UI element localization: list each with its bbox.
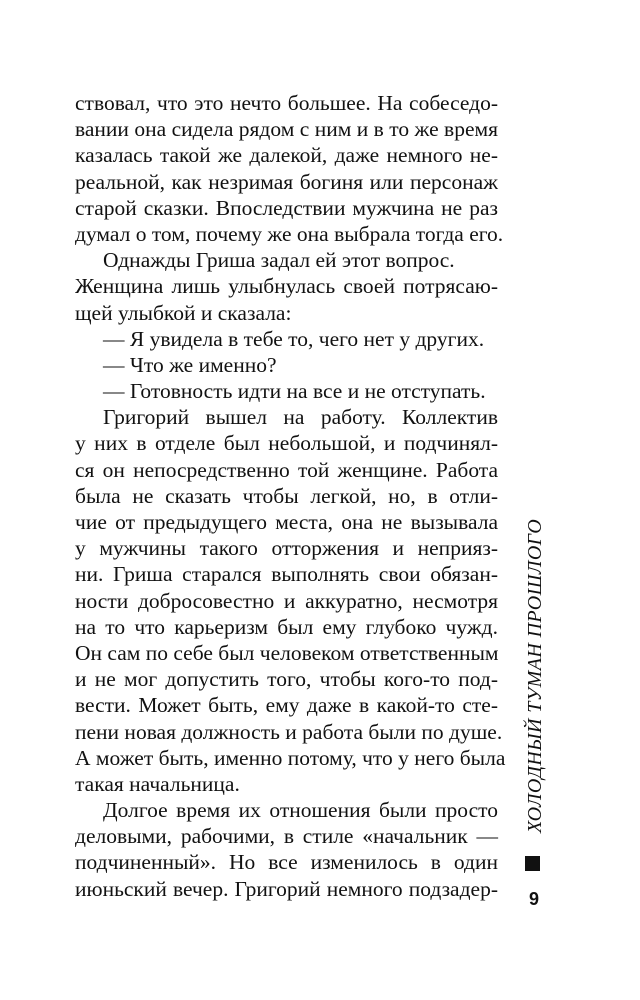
text-line: ни. Гриша старался выполнять свои обязан- [75,562,498,587]
body-text [75,90,506,902]
running-title: ХОЛОДНЫЙ ТУМАН ПРОШЛОГО [524,518,546,833]
text-line: вести. Может быть, ему даже в какой-то сте- [75,693,498,718]
text-line: А может быть, именно потому, что у него была [75,745,506,770]
text-line: вании она сидела рядом с ним и в то же время [75,117,498,142]
text-line: казалась такой же далекой, даже немного не- [75,143,498,168]
text-line: июньский вечер. Григорий немного подзадер- [75,876,498,901]
text-line: была не сказать чтобы легкой, но, в отли- [75,483,498,508]
text-line: и не мог допустить того, чтобы кого-то под- [75,667,498,692]
text-line: ствовал, что это нечто большее. На собеседо- [75,91,498,115]
text-line: Однажды Гриша задал ей этот вопрос. [103,248,455,273]
text-line: старой сказки. Впоследствии мужчина не раз [75,195,498,220]
text-line: ся он непосредственно той женщине. Работа [75,457,498,482]
text-line: подчиненный». Но все изменилось в один [75,850,498,875]
dialogue-line: — Что же именно? [103,352,277,377]
text-line: реальной, как незримая богиня или персонаж [75,169,498,194]
text-line: на то что карьеризм был ему глубоко чужд. [75,614,498,639]
square-marker-icon [525,856,540,871]
text-line: Женщина лишь улыбнулась своей потрясаю- [75,274,498,299]
text-line: чие от предыдущего места, она не вызывала [75,510,498,534]
text-line: Он сам по себе был человеком ответственным [75,640,499,665]
text-line: щей улыбкой и сказала: [75,300,292,325]
text-line: у мужчины такого отторжения и неприяз- [75,536,498,561]
dialogue-line: — Я увидела в тебе то, чего нет у других. [103,326,485,351]
text-line: пени новая должность и работа были по душе. [75,719,503,744]
text-line: такая начальница. [75,771,240,796]
page-number: 9 [528,889,539,909]
text-line: Долгое время их отношения были просто [103,798,498,823]
text-line: Григорий вышел на работу. Коллектив [103,405,498,430]
text-line: у них в отделе был небольшой, и подчинял- [75,431,498,456]
dialogue-line: — Готовность идти на все и не отступать. [103,379,486,404]
text-line: ности добросовестно и аккуратно, несмотря [75,588,498,613]
text-line: думал о том, почему же она выбрала тогда его. [75,221,504,246]
text-line: деловыми, рабочими, в стиле «начальник — [75,824,498,849]
